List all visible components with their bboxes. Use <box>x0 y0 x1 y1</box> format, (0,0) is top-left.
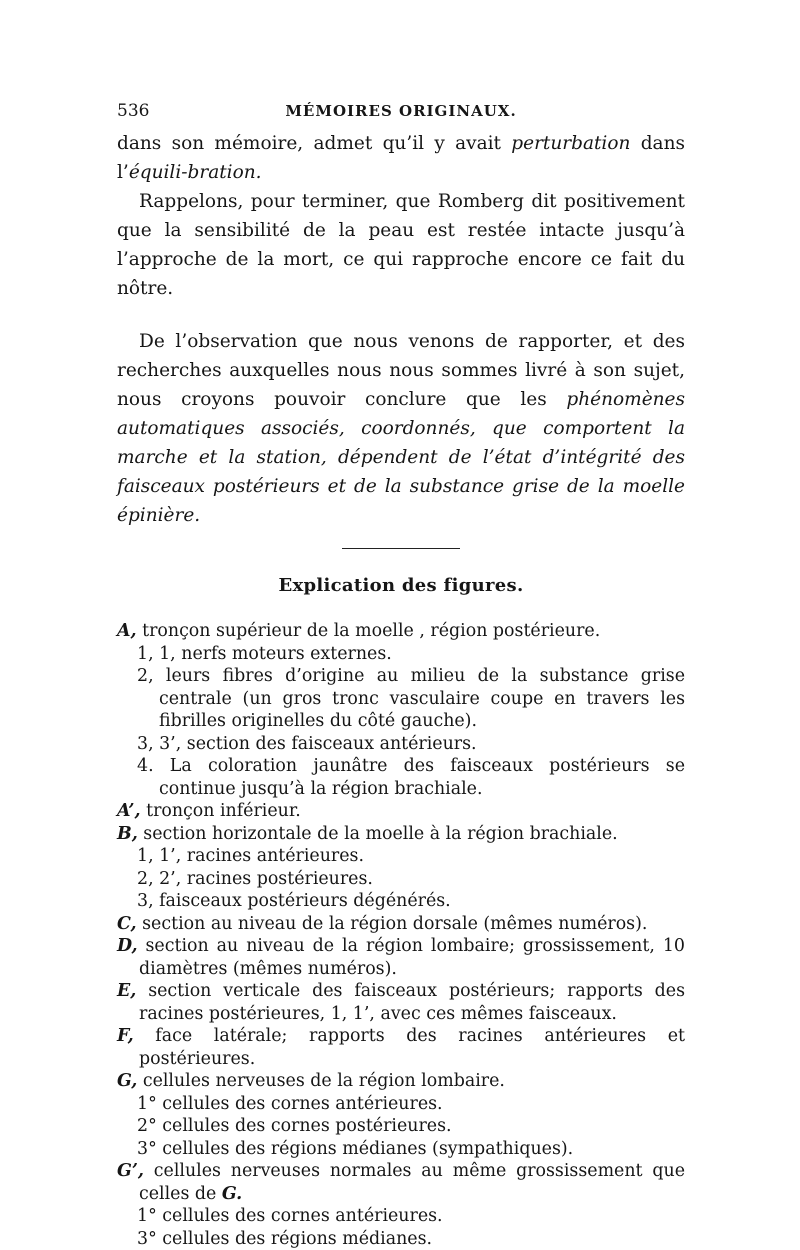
legend-key: D, <box>117 936 138 956</box>
section-divider <box>342 548 460 549</box>
legend-key: G, <box>117 1071 137 1091</box>
italic-run: équili-bration. <box>129 162 262 183</box>
legend-text: cellules nerveuses de la région lombaire. <box>137 1071 505 1091</box>
legend-text: section horizontale de la moelle à la région brachiale. <box>138 824 618 844</box>
legend-text: section au niveau de la région lombaire; grossissement, 10 diamètres (mêmes numéros). <box>138 936 685 979</box>
legend-sub-gp3: 3° cellules des régions médianes. <box>117 1228 685 1250</box>
legend-text: tronçon supérieur de la moelle , région postérieure. <box>137 621 601 641</box>
section-title: Explication des figures. <box>117 571 685 600</box>
legend-sub-b1: 1, 1’, racines antérieures. <box>117 845 685 868</box>
paragraph-2: Rappelons, pour terminer, que Romberg dit positivement que la sensibilité de la peau est restée intacte jusqu’à l’approche de la mort, ce qui rapproche encore ce fait du nôtre. <box>117 187 685 303</box>
legend-sub-g2: 2° cellules des cornes postérieures. <box>117 1115 685 1138</box>
legend-sub-b2: 2, 2’, racines postérieures. <box>117 868 685 891</box>
legend-figure-ref: G. <box>222 1184 242 1204</box>
legend-sub-gp1: 1° cellules des cornes antérieures. <box>117 1205 685 1228</box>
legend-sub-a1: 1, 1, nerfs moteurs externes. <box>117 643 685 666</box>
paragraph-gap <box>117 303 685 327</box>
legend-entry-d <box>117 935 685 980</box>
legend-sub-g3: 3° cellules des régions médianes (sympathiques). <box>117 1138 685 1161</box>
text-run: dans son mémoire, admet qu’il y avait <box>117 133 511 154</box>
legend-key: B, <box>117 824 138 844</box>
legend-sub-a2: 2, leurs fibres d’origine au milieu de la substance grise centrale (un gros tronc vasculaire coupe en travers les fibrilles originelles du côté gauche). <box>117 665 685 733</box>
page-number: 536 <box>117 100 149 122</box>
legend-entry-a <box>117 620 685 643</box>
legend-entry-e <box>117 980 685 1025</box>
text-run: dans l’ <box>117 133 685 183</box>
legend-text: section verticale des faisceaux postérieurs; rapports des racines postérieures, 1, 1’, avec ces mêmes faisceaux. <box>136 981 685 1024</box>
legend-sub-b3: 3, faisceaux postérieurs dégénérés. <box>117 890 685 913</box>
legend-sub-a4: 4. La coloration jaunâtre des faisceaux postérieurs se continue jusqu’à la région brachiale. <box>117 755 685 800</box>
legend-sub-a3: 3, 3’, section des faisceaux antérieurs. <box>117 733 685 756</box>
paragraph-3 <box>117 327 685 530</box>
legend-entry-b <box>117 823 685 846</box>
legend-sub-g1: 1° cellules des cornes antérieures. <box>117 1093 685 1116</box>
legend-text: face latérale; rapports des racines antérieures et postérieures. <box>134 1026 685 1069</box>
legend-key: C, <box>117 914 137 934</box>
italic-conclusion: phénomènes automatiques associés, coordonnés, que comportent la marche et la station, dépendent de l’état d’intégrité des faisceaux postérieurs et de la substance grise de la moelle épinière. <box>117 389 685 526</box>
legend-text: tronçon inférieur. <box>141 801 301 821</box>
legend-entry-g-prime <box>117 1160 685 1205</box>
running-title: MÉMOIRES ORIGINAUX. <box>117 100 685 122</box>
text-run: De l’observation que nous venons de rapporter, et des recherches auxquelles nous nous sommes livré à son sujet, nous croyons pouvoir conclure que les <box>117 331 685 410</box>
legend-entry-f <box>117 1025 685 1070</box>
legend-entry-g <box>117 1070 685 1093</box>
body-text <box>117 129 685 1250</box>
legend-key: A’, <box>117 801 141 821</box>
legend-text: cellules nerveuses normales au même grossissement que celles de <box>139 1161 685 1204</box>
legend-key: E, <box>117 981 136 1001</box>
legend-key: F, <box>117 1026 134 1046</box>
italic-run: perturbation <box>511 133 630 154</box>
legend-text: section au niveau de la région dorsale (mêmes numéros). <box>137 914 648 934</box>
figure-legend <box>117 620 685 1250</box>
legend-entry-a-prime <box>117 800 685 823</box>
legend-key: A, <box>117 621 137 641</box>
legend-entry-c <box>117 913 685 936</box>
legend-key: G’, <box>117 1161 144 1181</box>
paragraph-1 <box>117 129 685 187</box>
